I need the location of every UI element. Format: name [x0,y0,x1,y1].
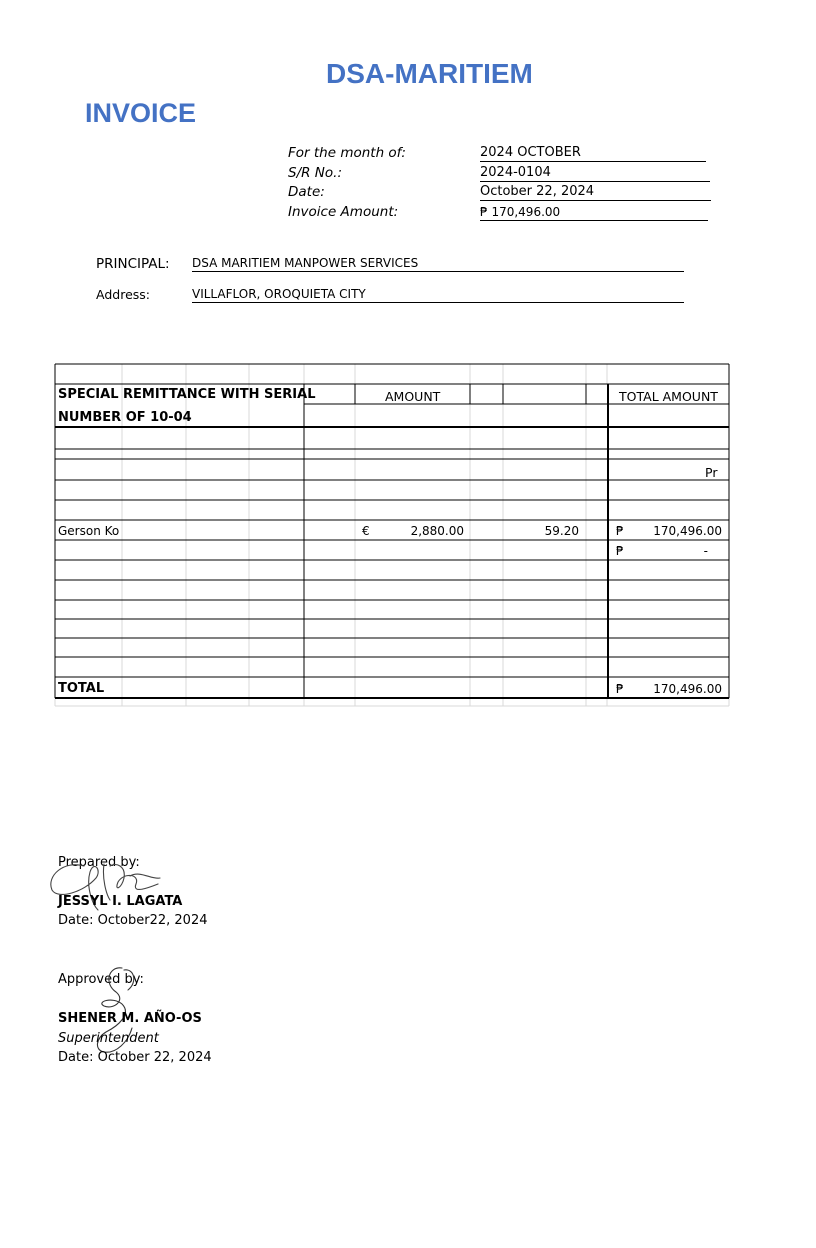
sr-no-value: 2024-0104 [480,165,710,182]
pr-note: Pr [705,465,718,480]
row-total-amount: - [703,544,708,558]
peso-symbol: ₱ [616,524,624,538]
exchange-rate: 59.20 [544,524,579,538]
peso-symbol: ₱ [616,544,624,558]
amount-column-header: AMOUNT [385,389,441,404]
approved-by-label: Approved by: [58,972,144,987]
address-label: Address: [96,287,150,302]
total-amount-column-header: TOTAL AMOUNT [619,389,718,404]
invoice-amount-label: Invoice Amount: [288,204,399,220]
principal-value: DSA MARITIEM MANPOWER SERVICES [192,256,684,272]
euro-amount: 2,880.00 [410,524,464,538]
document-title: INVOICE [85,98,197,128]
grand-total-amount: 170,496.00 [653,682,722,696]
approver-name: SHENER M. AÑO-OS [58,1011,202,1026]
month-label: For the month of: [288,145,406,161]
approver-title: Superintendent [58,1031,159,1046]
approved-date: Date: October 22, 2024 [58,1050,212,1065]
row-total-amount: 170,496.00 [653,524,722,538]
total-label: TOTAL [58,681,105,696]
euro-currency-symbol: € [362,524,370,538]
sr-no-label: S/R No.: [288,165,342,181]
invoice-amount-value: ₱ 170,496.00 [480,205,708,221]
month-value: 2024 OCTOBER [480,145,706,162]
employee-name: Gerson Ko [58,524,120,538]
prepared-date: Date: October22, 2024 [58,913,208,928]
table-title-line2: NUMBER OF 10-04 [58,410,192,425]
address-value: VILLAFLOR, OROQUIETA CITY [192,287,684,303]
date-value: October 22, 2024 [480,184,711,201]
preparer-name: JESSYL I. LAGATA [58,894,183,909]
table-title-line1: SPECIAL REMITTANCE WITH SERIAL [58,387,316,402]
date-label: Date: [288,184,325,200]
company-name: DSA-MARITIEM [326,58,533,89]
peso-symbol: ₱ [616,682,624,696]
prepared-by-label: Prepared by: [58,855,140,870]
principal-label: PRINCIPAL: [96,256,170,272]
